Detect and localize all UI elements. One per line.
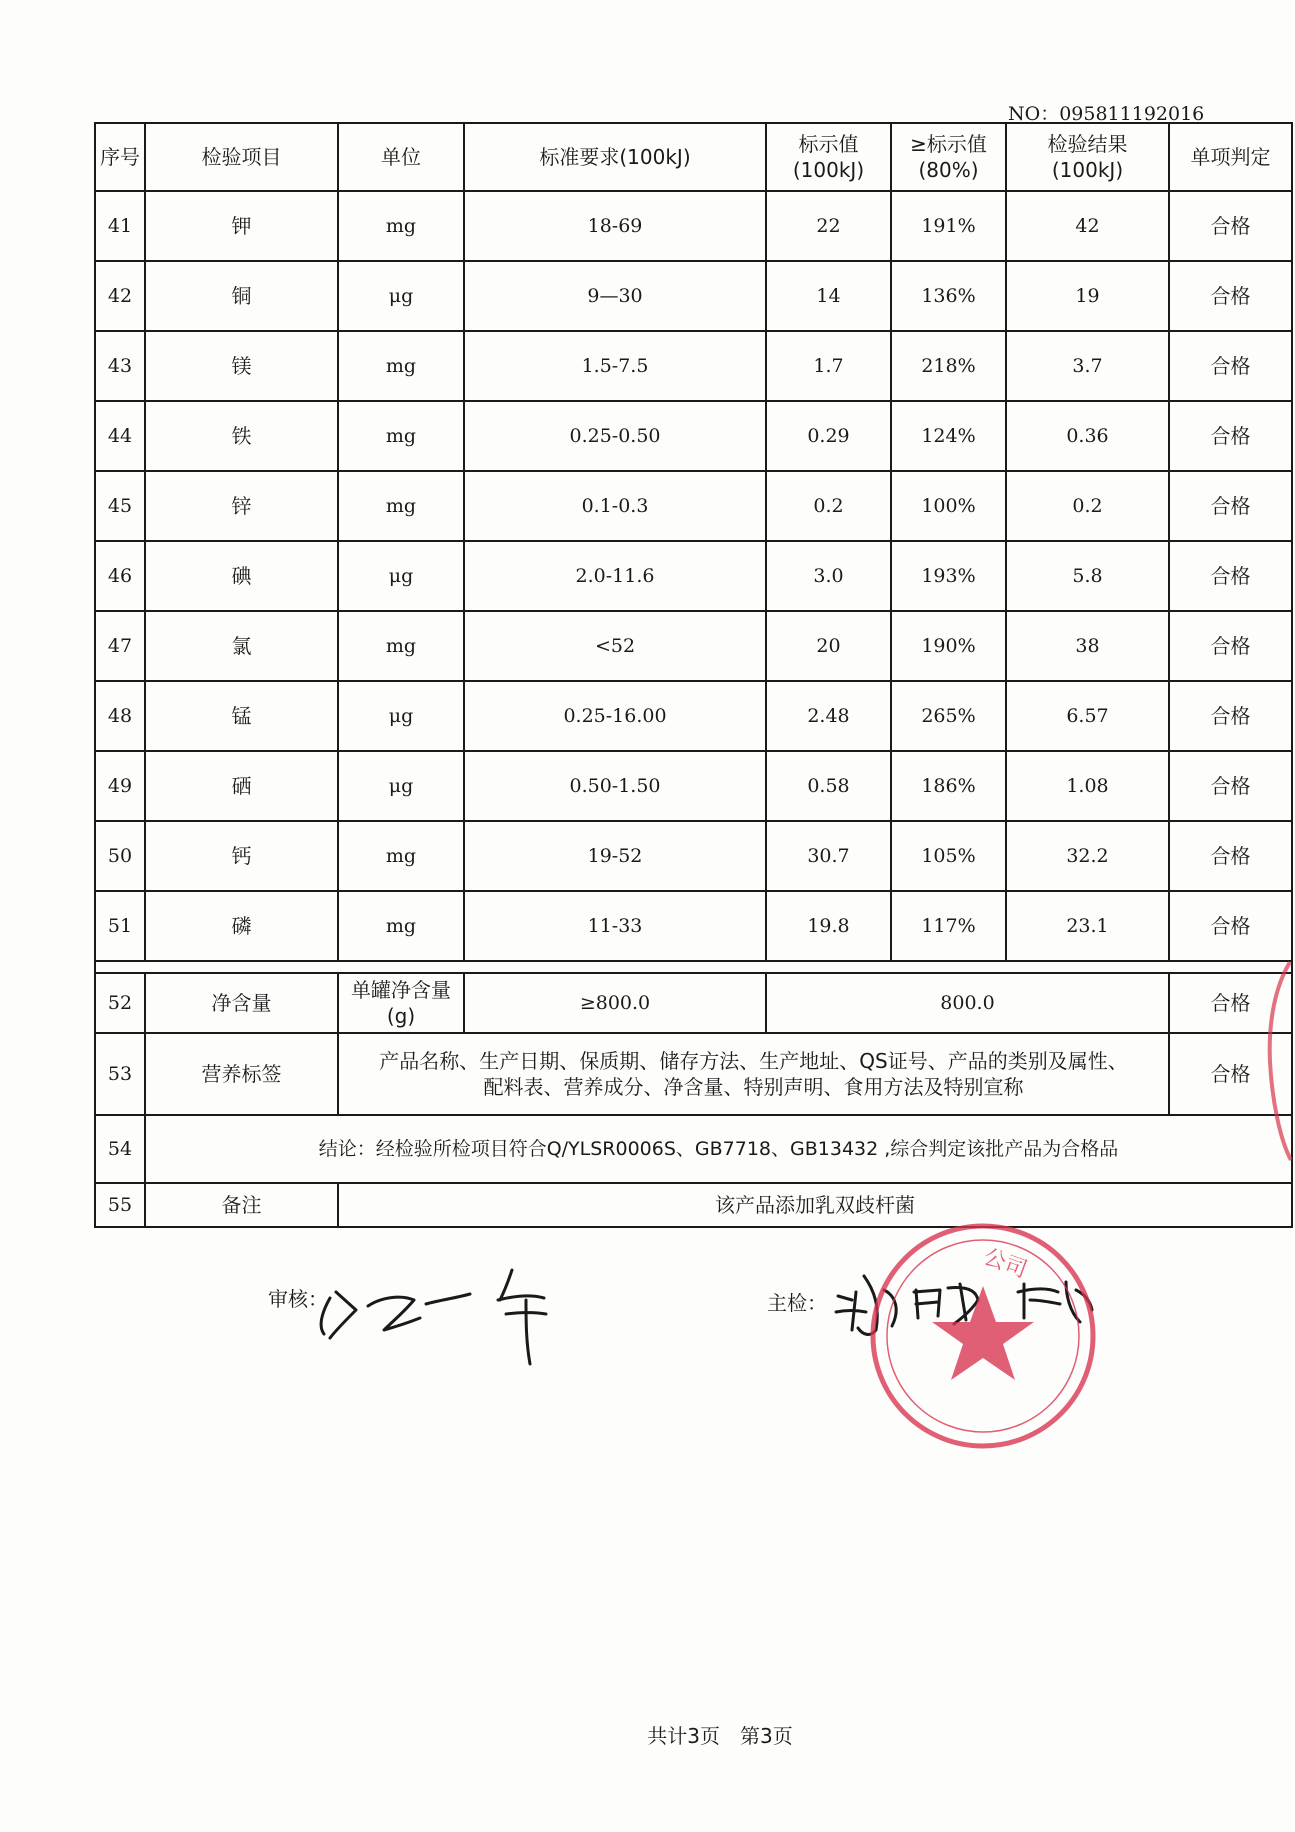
inspection-table — [94, 122, 1293, 1228]
cell-note: 该产品添加乳双歧杆菌 — [338, 1183, 1292, 1227]
cell-unit-line1: 单罐净含量 — [351, 978, 451, 1002]
cell-seq: 53 — [95, 1033, 145, 1115]
cell-result: 23.1 — [1006, 891, 1169, 961]
stamp-text: 公司 — [980, 1244, 1031, 1284]
cell-item: 磷 — [145, 891, 338, 961]
header-result-line1: 检验结果 — [1047, 132, 1128, 156]
cell-standard: ≥800.0 — [464, 973, 766, 1033]
header-label-value — [766, 123, 891, 191]
cell-standard: 0.50-1.50 — [464, 751, 766, 821]
stamp-star-icon — [932, 1286, 1034, 1380]
cell-seq: 52 — [95, 973, 145, 1033]
cell-seq: 50 — [95, 821, 145, 891]
cell-result: 32.2 — [1006, 821, 1169, 891]
cell-unit: μg — [338, 541, 464, 611]
header-ratio-line1: ≥标示值 — [910, 132, 987, 156]
cell-standard: 0.1-0.3 — [464, 471, 766, 541]
header-seq: 序号 — [95, 123, 145, 191]
cell-label-value: 19.8 — [766, 891, 891, 961]
cell-item: 营养标签 — [145, 1033, 338, 1115]
table-row — [95, 681, 1292, 751]
cell-seq: 49 — [95, 751, 145, 821]
cell-standard: 0.25-0.50 — [464, 401, 766, 471]
cell-ratio: 136% — [891, 261, 1006, 331]
cell-result: 0.2 — [1006, 471, 1169, 541]
cell-item: 备注 — [145, 1183, 338, 1227]
cell-seq: 54 — [95, 1115, 145, 1183]
table-row — [95, 261, 1292, 331]
cell-result: 19 — [1006, 261, 1169, 331]
cell-label-value: 0.58 — [766, 751, 891, 821]
cell-item: 锰 — [145, 681, 338, 751]
header-ratio — [891, 123, 1006, 191]
cell-standard: 2.0-11.6 — [464, 541, 766, 611]
cell-unit: mg — [338, 891, 464, 961]
cell-item: 锌 — [145, 471, 338, 541]
cell-ratio: 191% — [891, 191, 1006, 261]
cell-judgement: 合格 — [1169, 261, 1292, 331]
cell-ratio: 190% — [891, 611, 1006, 681]
cell-label-value: 3.0 — [766, 541, 891, 611]
cell-standard: <52 — [464, 611, 766, 681]
cell-seq: 55 — [95, 1183, 145, 1227]
cell-item: 铜 — [145, 261, 338, 331]
cell-seq: 51 — [95, 891, 145, 961]
cell-unit: mg — [338, 331, 464, 401]
cell-unit: mg — [338, 191, 464, 261]
cell-judgement: 合格 — [1169, 331, 1292, 401]
cell-seq: 41 — [95, 191, 145, 261]
label-requirements-line1: 产品名称、生产日期、保质期、储存方法、生产地址、QS证号、产品的类别及属性、 — [379, 1049, 1128, 1073]
cell-result: 38 — [1006, 611, 1169, 681]
cell-seq: 44 — [95, 401, 145, 471]
table-row — [95, 471, 1292, 541]
table-row — [95, 891, 1292, 961]
table-row — [95, 331, 1292, 401]
cell-label-value: 0.2 — [766, 471, 891, 541]
table-row-53 — [95, 1033, 1292, 1115]
cell-label-value: 20 — [766, 611, 891, 681]
cell-ratio: 218% — [891, 331, 1006, 401]
cell-judgement: 合格 — [1169, 611, 1292, 681]
cell-item: 钙 — [145, 821, 338, 891]
header-ratio-line2: (80%) — [918, 158, 979, 182]
cell-result: 6.57 — [1006, 681, 1169, 751]
cell-unit-line2: (g) — [386, 1004, 416, 1028]
cell-item: 氯 — [145, 611, 338, 681]
reviewer-label: 审核： — [268, 1287, 328, 1311]
report-number: NO：095811192016 — [1008, 103, 1205, 125]
cell-ratio: 193% — [891, 541, 1006, 611]
cell-label-value: 30.7 — [766, 821, 891, 891]
cell-seq: 47 — [95, 611, 145, 681]
table-row — [95, 191, 1292, 261]
cell-ratio: 100% — [891, 471, 1006, 541]
cell-judgement: 合格 — [1169, 751, 1292, 821]
cell-standard: 0.25-16.00 — [464, 681, 766, 751]
cell-label-value: 0.29 — [766, 401, 891, 471]
cell-result: 5.8 — [1006, 541, 1169, 611]
header-label-value-line1: 标示值 — [798, 132, 859, 156]
table-spacer-cell — [95, 961, 1292, 973]
cell-judgement: 合格 — [1169, 891, 1292, 961]
cell-unit: μg — [338, 681, 464, 751]
cell-result: 1.08 — [1006, 751, 1169, 821]
table-row — [95, 541, 1292, 611]
inspector-label: 主检： — [767, 1291, 827, 1315]
cell-unit: mg — [338, 471, 464, 541]
cell-judgement: 合格 — [1169, 1033, 1292, 1115]
label-requirements-line2: 配料表、营养成分、净含量、特别声明、食用方法及特别宣称 — [483, 1075, 1024, 1099]
cell-ratio: 265% — [891, 681, 1006, 751]
cell-label-value: 1.7 — [766, 331, 891, 401]
table-row — [95, 751, 1292, 821]
cell-item: 铁 — [145, 401, 338, 471]
cell-standard: 19-52 — [464, 821, 766, 891]
cell-seq: 42 — [95, 261, 145, 331]
table-row-54 — [95, 1115, 1292, 1183]
cell-unit: mg — [338, 821, 464, 891]
cell-label-value: 14 — [766, 261, 891, 331]
cell-judgement: 合格 — [1169, 973, 1292, 1033]
cell-judgement: 合格 — [1169, 821, 1292, 891]
cell-result: 42 — [1006, 191, 1169, 261]
cell-unit: μg — [338, 261, 464, 331]
footer-total-pages: 共计3页 — [647, 1724, 720, 1748]
header-result — [1006, 123, 1169, 191]
header-judgement: 单项判定 — [1169, 123, 1292, 191]
cell-result: 0.36 — [1006, 401, 1169, 471]
table-row — [95, 821, 1292, 891]
table-row-52 — [95, 973, 1292, 1033]
table-row-55 — [95, 1183, 1292, 1227]
page-footer — [600, 1720, 840, 1749]
cell-seq: 45 — [95, 471, 145, 541]
table-row — [95, 401, 1292, 471]
cell-unit: mg — [338, 611, 464, 681]
table-spacer-row — [95, 961, 1292, 973]
cell-seq: 43 — [95, 331, 145, 401]
cell-judgement: 合格 — [1169, 191, 1292, 261]
table-row — [95, 611, 1292, 681]
cell-unit: μg — [338, 751, 464, 821]
cell-standard: 9—30 — [464, 261, 766, 331]
cell-result: 800.0 — [766, 973, 1169, 1033]
cell-judgement: 合格 — [1169, 541, 1292, 611]
cell-ratio: 117% — [891, 891, 1006, 961]
header-unit: 单位 — [338, 123, 464, 191]
reviewer-signature — [321, 1270, 546, 1364]
header-label-value-line2: (100kJ) — [792, 158, 865, 182]
cell-ratio: 124% — [891, 401, 1006, 471]
cell-ratio: 186% — [891, 751, 1006, 821]
cell-label-requirements — [338, 1033, 1169, 1115]
cell-item: 净含量 — [145, 973, 338, 1033]
cell-item: 硒 — [145, 751, 338, 821]
cell-seq: 46 — [95, 541, 145, 611]
cell-judgement: 合格 — [1169, 471, 1292, 541]
cell-unit: mg — [338, 401, 464, 471]
cell-standard: 18-69 — [464, 191, 766, 261]
header-result-line2: (100kJ) — [1051, 158, 1124, 182]
cell-standard: 1.5-7.5 — [464, 331, 766, 401]
cell-standard: 11-33 — [464, 891, 766, 961]
cell-ratio: 105% — [891, 821, 1006, 891]
official-stamp — [873, 1226, 1093, 1446]
cell-item: 碘 — [145, 541, 338, 611]
footer-current-page: 第3页 — [740, 1724, 793, 1748]
header-item: 检验项目 — [145, 123, 338, 191]
cell-unit — [338, 973, 464, 1033]
cell-label-value: 22 — [766, 191, 891, 261]
cell-judgement: 合格 — [1169, 681, 1292, 751]
inspector-signatures — [836, 1276, 1092, 1334]
cell-conclusion: 结论：经检验所检项目符合Q/YLSR0006S、GB7718、GB13432 ,综合判定该批产品为合格品 — [145, 1115, 1292, 1183]
cell-judgement: 合格 — [1169, 401, 1292, 471]
cell-seq: 48 — [95, 681, 145, 751]
header-standard: 标准要求(100kJ) — [464, 123, 766, 191]
table-header-row — [95, 123, 1292, 191]
cell-result: 3.7 — [1006, 331, 1169, 401]
cell-label-value: 2.48 — [766, 681, 891, 751]
cell-item: 钾 — [145, 191, 338, 261]
cell-item: 镁 — [145, 331, 338, 401]
